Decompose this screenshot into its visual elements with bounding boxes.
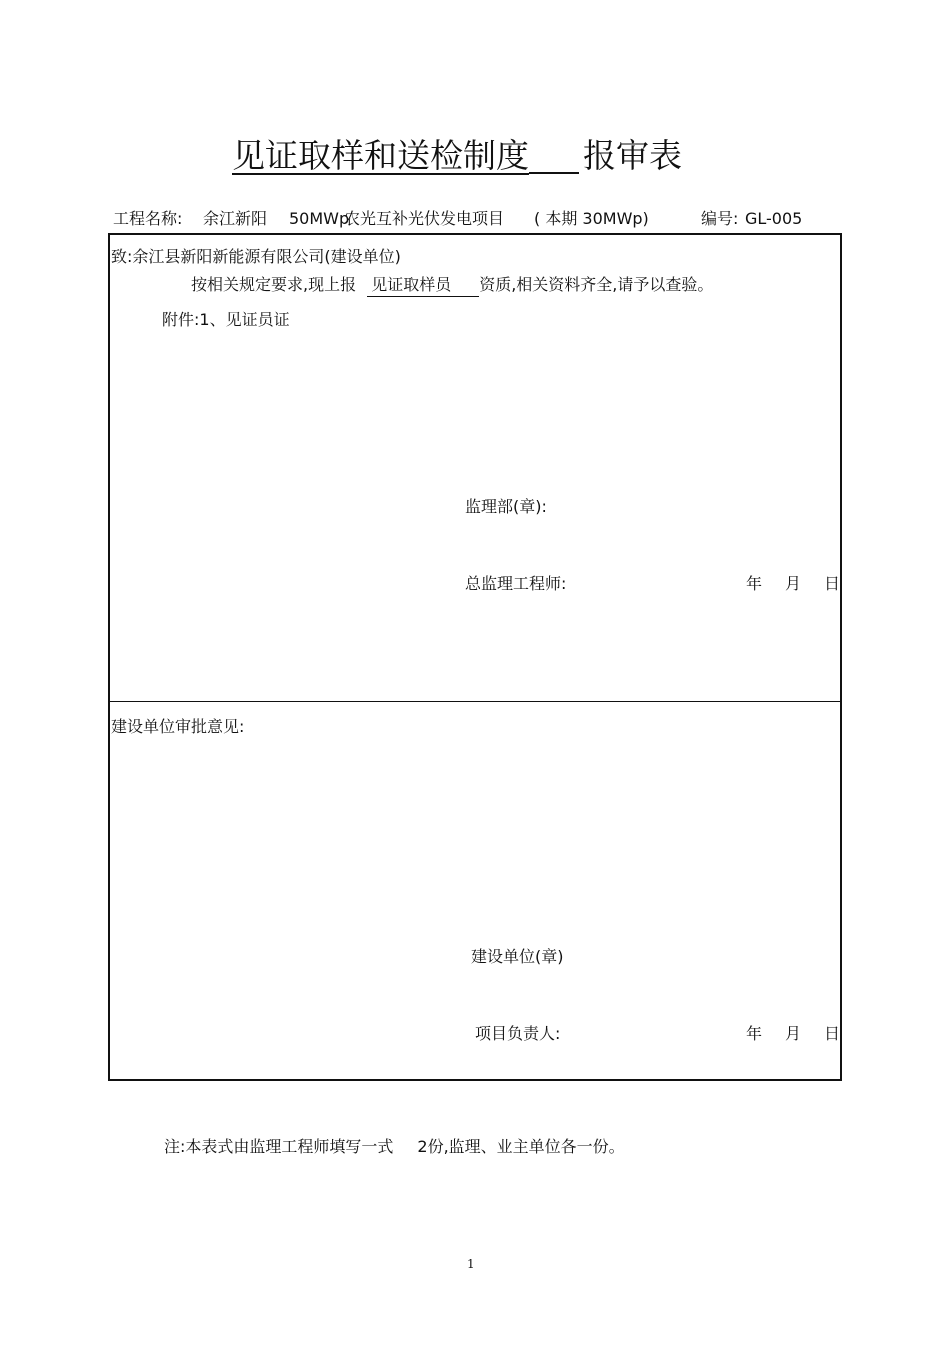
date-year: 年 xyxy=(746,574,763,593)
note-suffix: 份,监理、业主单位各一份。 xyxy=(427,1137,625,1156)
project-phase: ( 本期 30MWp) xyxy=(534,209,649,228)
request-prefix: 按相关规定要求,现上报 xyxy=(191,275,357,294)
project-lead-label: 项目负责人: xyxy=(475,1024,561,1043)
owner-opinion-label: 建设单位审批意见: xyxy=(111,717,245,736)
section-divider xyxy=(108,701,842,702)
project-name-b: 农光互补光伏发电项目 xyxy=(344,209,505,228)
number-label: 编号: xyxy=(701,209,739,228)
request-body xyxy=(191,274,713,297)
title-suffix: 报审表 xyxy=(583,136,682,175)
date-day: 日 xyxy=(824,574,841,593)
project-capacity: 50MWp xyxy=(289,209,350,228)
page-title xyxy=(232,136,682,176)
project-name-a: 余江新阳 xyxy=(203,209,268,228)
addressee-line: 致:余江县新阳新能源有限公司(建设单位) xyxy=(111,247,401,266)
owner-unit-seal: 建设单位(章) xyxy=(471,947,564,966)
project-label: 工程名称: xyxy=(113,209,183,228)
supervision-dept-seal: 监理部(章): xyxy=(465,497,547,516)
request-suffix: 资质,相关资料齐全,请予以查验。 xyxy=(479,275,714,294)
note-prefix: 注:本表式由监理工程师填写一式 xyxy=(164,1137,394,1156)
attachment-line: 附件:1、见证员证 xyxy=(162,310,290,329)
title-blank xyxy=(529,136,579,174)
date-day: 日 xyxy=(824,1024,841,1043)
note-count: 2 xyxy=(417,1137,428,1156)
date-month: 月 xyxy=(785,574,802,593)
page-number: 1 xyxy=(467,1257,475,1271)
number-value: GL-005 xyxy=(745,209,803,228)
date-month: 月 xyxy=(785,1024,802,1043)
date-year: 年 xyxy=(746,1024,763,1043)
footer-note xyxy=(164,1136,625,1158)
request-filled-field: 见证取样员 xyxy=(367,274,479,297)
chief-engineer-label: 总监理工程师: xyxy=(465,574,567,593)
title-main: 见证取样和送检制度 xyxy=(232,136,529,175)
